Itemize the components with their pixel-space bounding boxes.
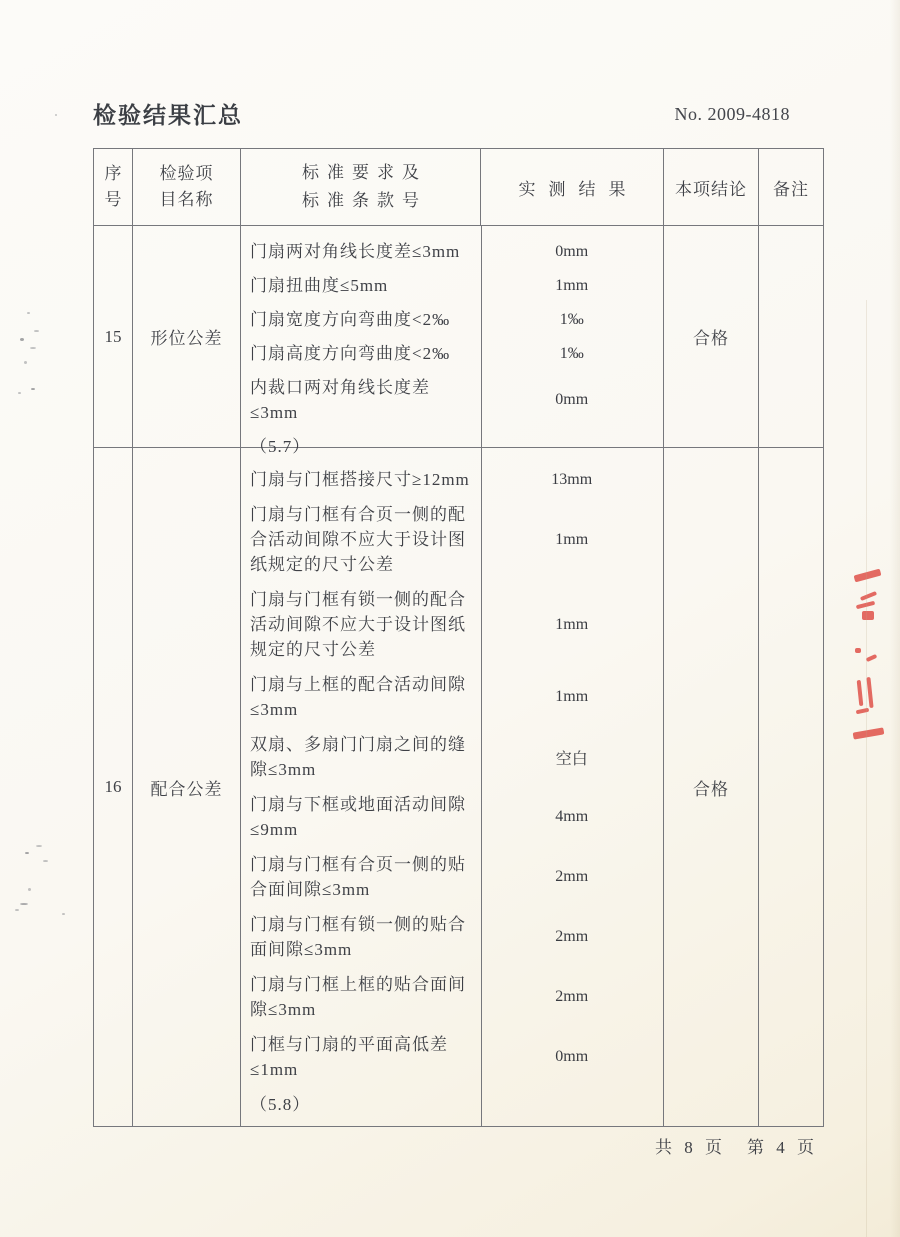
row-remark-cell [759,448,823,1126]
header-conclusion-cell [664,149,759,226]
requirement-result-row [241,972,663,1022]
requirement-text: 门扇高度方向弯曲度<2‰ [250,344,451,363]
requirement-text: 双扇、多扇门门扇之间的缝隙≤3mm [250,735,466,779]
row-conclusion: 合格 [693,779,729,799]
header-requirement-line1: 标准要求及 [302,163,427,182]
requirement-result-row [241,672,663,722]
row-remark-cell [759,226,823,448]
scan-speck [62,913,65,915]
requirement-text: 内裁口两对角线长度差≤3mm [250,378,430,422]
measured-result: 1mm [555,530,589,548]
requirement-text: 门扇两对角线长度差≤3mm [250,242,461,261]
measured-result: 2mm [555,928,589,945]
measured-result: 1mm [555,276,589,294]
header-result-label: 实测结果 [518,179,639,199]
measured-result: 空白 [555,750,588,768]
header-requirement-cell [241,149,481,226]
requirement-text: 门扇与门框搭接尺寸≥12mm [250,470,470,489]
row-conclusion: 合格 [693,329,729,348]
scan-speck [25,852,29,854]
row-index: 15 [104,326,122,346]
scan-speck [24,361,27,364]
measured-result: 1‰ [559,310,584,328]
requirement-result-row [241,375,663,425]
scan-speck [55,114,57,116]
paper-edge-crease [866,300,867,1237]
scan-speck [34,330,39,332]
measured-result: 0mm [555,391,589,408]
scan-speck [15,909,19,911]
requirement-text: 门扇宽度方向弯曲度<2‰ [250,310,451,329]
requirement-text: 门扇与门框有合页一侧的贴合面间隙≤3mm [250,855,466,899]
row-index: 16 [104,777,122,796]
requirement-result-row [241,467,663,492]
header-index-label: 序号 [104,164,122,209]
requirements-results-cell [241,448,664,1126]
column-divider [481,226,482,447]
measured-result: 4mm [555,808,589,825]
results-table [93,148,824,1127]
requirement-result-row [241,792,663,842]
scan-speck [30,347,36,349]
row-item-name-cell [133,448,241,1126]
requirement-text: 门扇与门框有锁一侧的配合活动间隙不应大于设计图纸规定的尺寸公差 [250,590,466,659]
row-index-cell [94,226,133,448]
requirement-text: 门扇与门框有合页一侧的配合活动间隙不应大于设计图纸规定的尺寸公差 [250,505,466,574]
requirement-text: 门扇与门框上框的贴合面间隙≤3mm [250,975,466,1019]
requirement-result-list [241,226,663,459]
requirement-text: 门扇与门框有锁一侧的贴合面间隙≤3mm [250,915,466,959]
scan-speck [36,845,42,847]
measured-result: 13mm [551,470,593,488]
standard-clause-number: （5.7） [250,437,311,456]
page-footer: 共 8 页 第 4 页 [655,1138,818,1157]
requirement-result-row [241,732,663,782]
requirement-result-list [241,448,663,1117]
header-result-cell [481,149,664,226]
requirement-result-row [241,852,663,902]
header-item-name-cell [133,149,241,226]
column-divider [481,448,482,1126]
measured-result: 1‰ [559,344,584,362]
header-index-cell [94,149,133,226]
requirement-result-row [241,307,663,332]
row-index-cell [94,448,133,1126]
measured-result: 2mm [555,868,589,885]
requirement-result-row [241,502,663,577]
measured-result: 0mm [555,242,589,260]
scan-speck [31,388,35,390]
row-item-name: 配合公差 [150,779,223,799]
requirement-result-row [241,273,663,298]
measured-result: 1mm [555,688,589,705]
scan-speck [28,888,31,891]
requirement-result-row [241,912,663,962]
scan-speck [18,392,21,394]
measured-result: 0mm [555,1048,589,1065]
header-conclusion-label: 本项结论 [675,179,747,199]
row-item-name-cell [133,226,241,448]
report-number: No. 2009-4818 [674,104,790,124]
header-requirement-label [294,161,427,213]
row-item-name: 形位公差 [150,329,223,348]
scan-edge-shading [890,0,900,1237]
header-remark-cell [759,149,823,226]
header-item-name-label: 检验项目名称 [159,164,214,209]
document-title: 检验结果汇总 [93,102,243,128]
requirement-text: 门扇扭曲度≤5mm [250,276,389,295]
scan-speck [20,903,28,905]
standard-clause-number: （5.8） [250,1095,311,1114]
header-requirement-line2: 标准条款号 [302,191,427,210]
header-remark-label: 备注 [773,179,809,199]
requirements-results-cell [241,226,664,456]
requirement-text: 门扇与上框的配合活动间隙≤3mm [250,675,466,719]
scan-speck [20,338,24,341]
scan-speck [43,860,48,862]
scan-speck [27,312,30,314]
measured-result: 1mm [555,615,589,633]
requirement-result-row [241,587,663,662]
requirement-result-row [241,239,663,264]
row-conclusion-cell [664,226,759,448]
requirement-text: 门扇与下框或地面活动间隙≤9mm [250,795,466,839]
row-conclusion-cell [664,448,759,1126]
requirement-text: 门框与门扇的平面高低差≤1mm [250,1035,448,1079]
requirement-result-row [241,1032,663,1082]
measured-result: 2mm [555,988,589,1005]
requirement-result-row [241,341,663,366]
